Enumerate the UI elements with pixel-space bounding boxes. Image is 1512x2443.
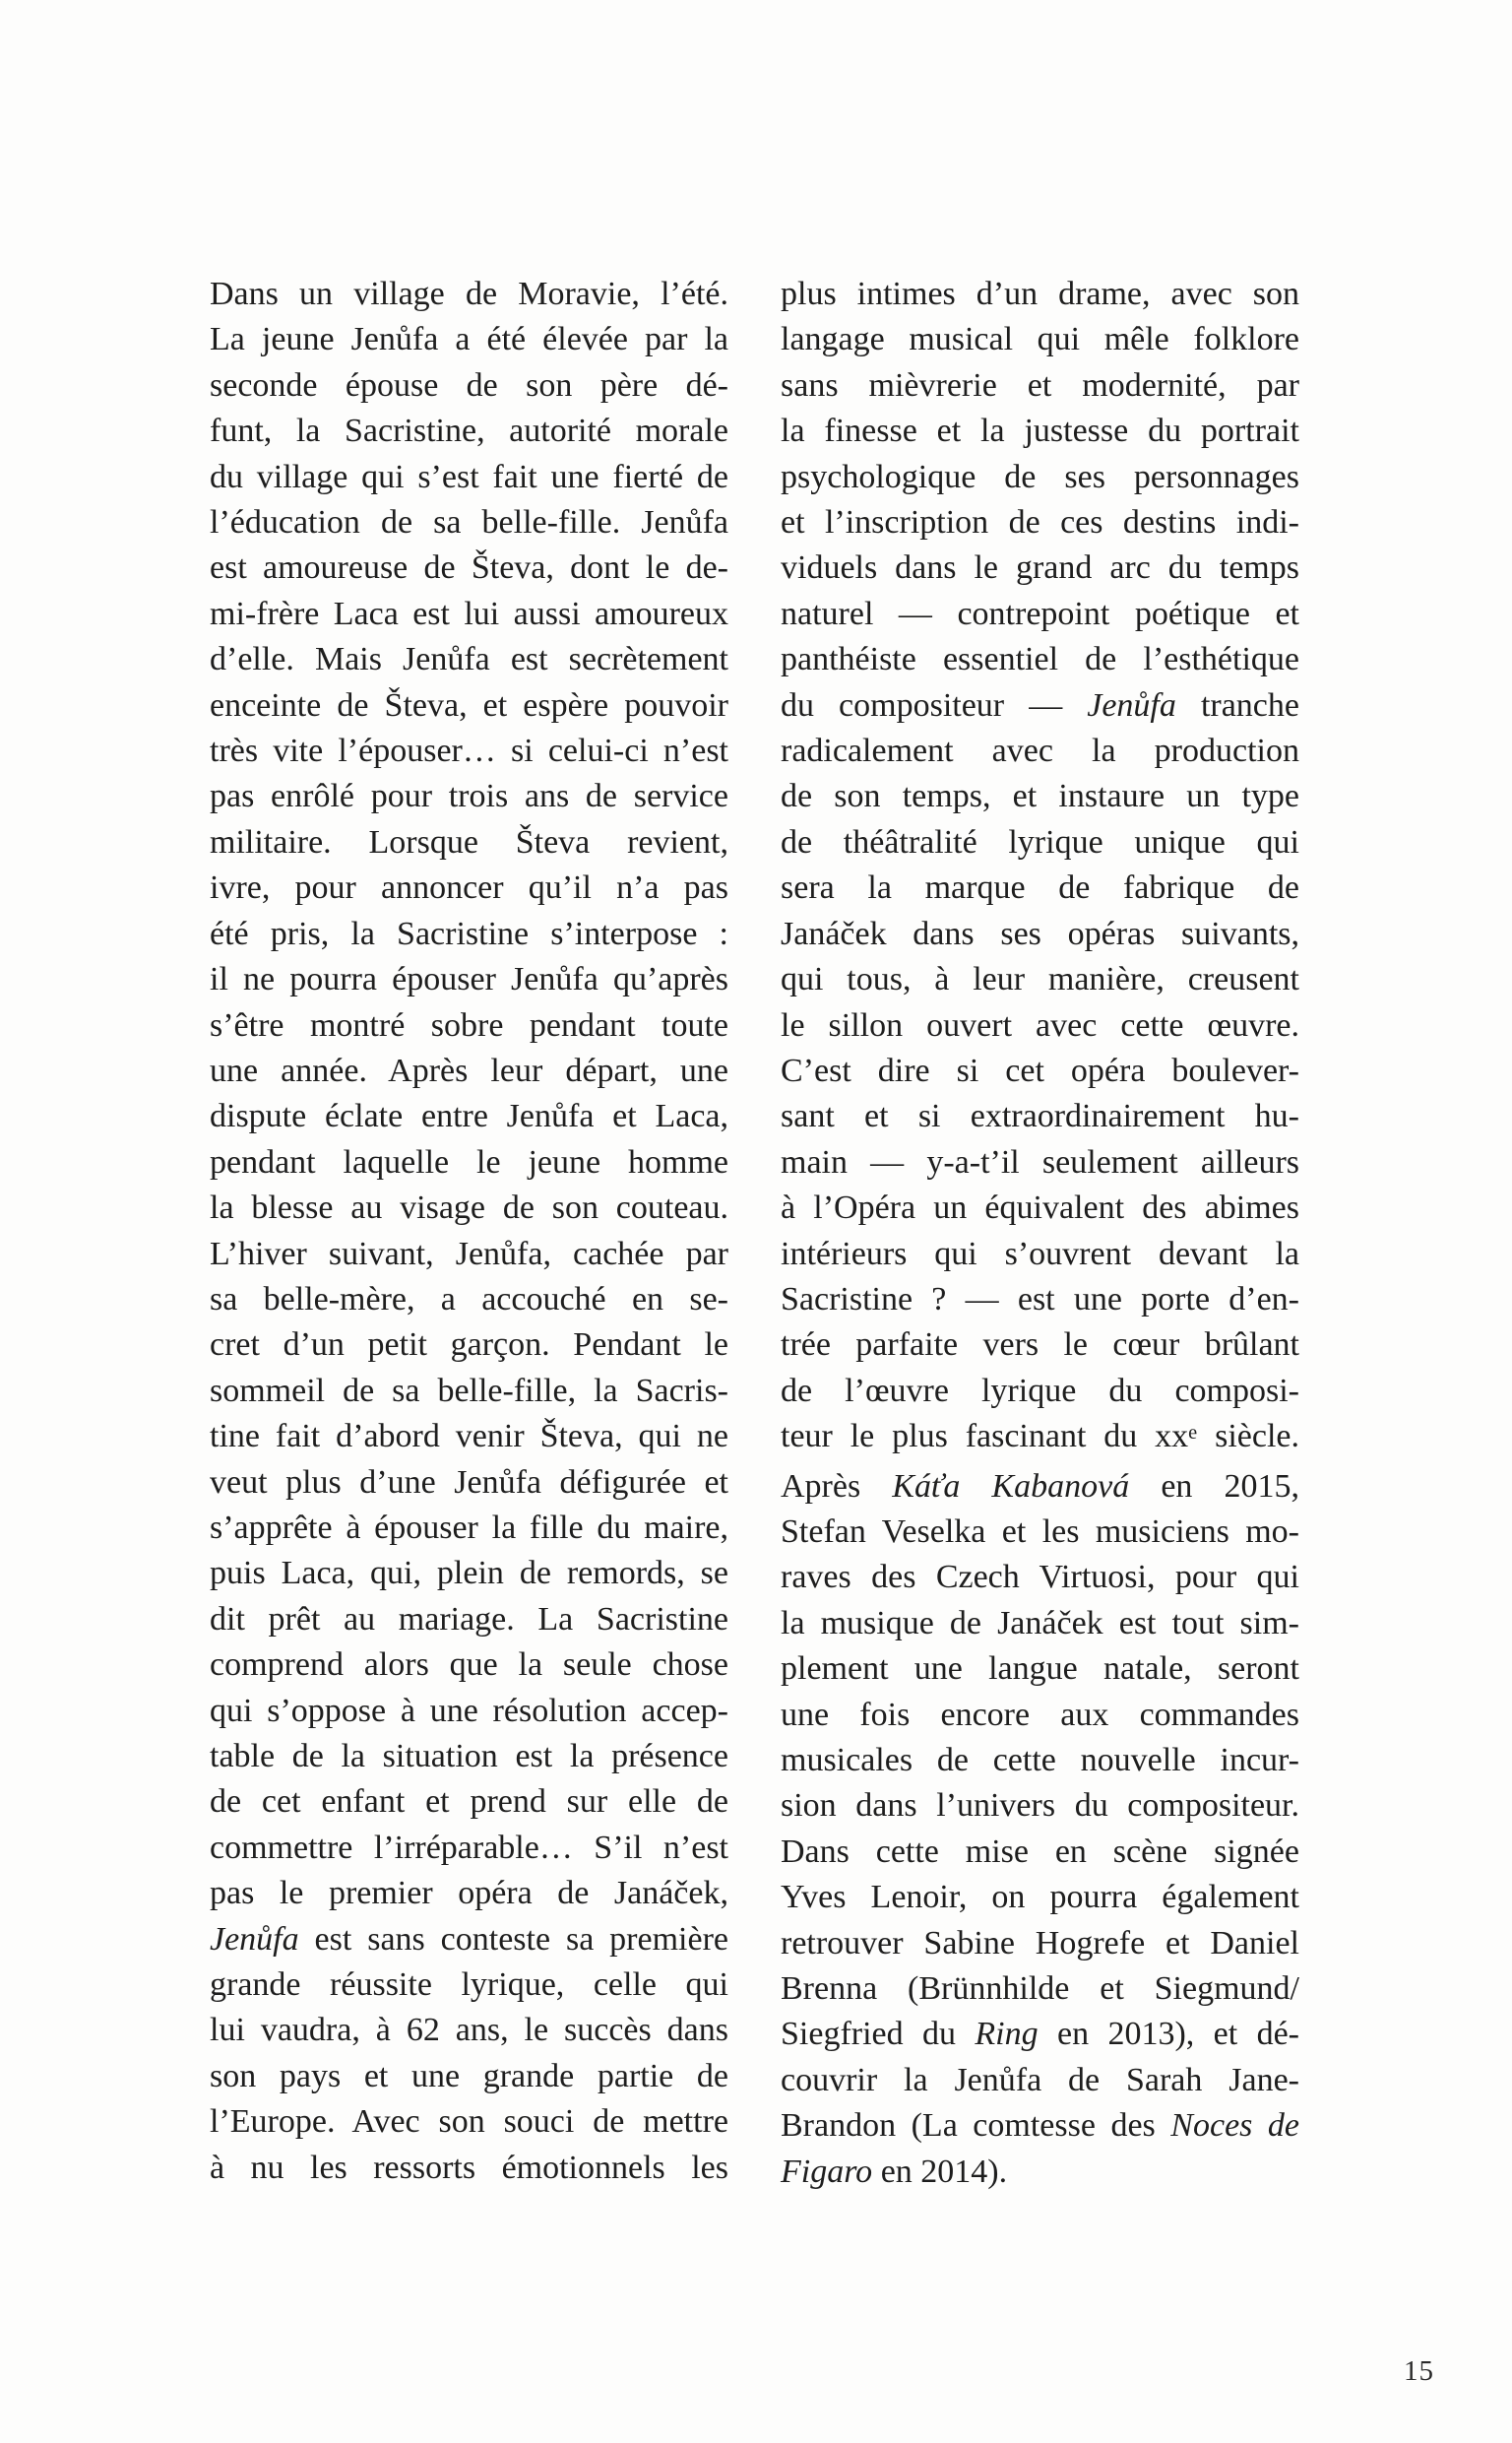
text-segment: Stefan Veselka et les musiciens mo- — [781, 1512, 1299, 1550]
text-segment: trée parfaite vers le cœur brûlant — [781, 1326, 1299, 1364]
text-segment: grande réussite lyrique, celle qui — [210, 1966, 728, 2004]
text-line — [781, 957, 1299, 1002]
text-line — [781, 1555, 1299, 1600]
text-line — [210, 1551, 728, 1596]
text-segment: Siegfried du — [781, 2016, 976, 2053]
text-segment: qui tous, à leur manière, creusent — [781, 961, 1299, 998]
text-segment: seconde épouse de son père dé- — [210, 366, 728, 404]
text-segment: panthéiste essentiel de l’esthétique — [781, 641, 1299, 678]
text-segment: Dans cette mise en scène signée — [781, 1832, 1299, 1870]
text-segment: dit prêt au mariage. La Sacristine — [210, 1600, 728, 1638]
text-line — [781, 637, 1299, 682]
text-line — [781, 866, 1299, 911]
text-segment: du compositeur — — [781, 686, 1088, 724]
text-segment: commettre l’irréparable… S’il n’est — [210, 1829, 728, 1866]
text-line — [781, 1277, 1299, 1322]
text-segment: L’hiver suivant, Jenůfa, cachée par — [210, 1235, 728, 1272]
text-segment: de cet enfant et prend sur elle de — [210, 1783, 728, 1821]
text-line — [781, 1414, 1299, 1463]
text-segment: siècle. — [1197, 1418, 1299, 1455]
text-segment: la finesse et la justesse du portrait — [781, 413, 1299, 450]
text-line — [210, 2054, 728, 2099]
text-segment: Après — [781, 1467, 893, 1505]
italic-text: Figaro — [781, 2153, 873, 2190]
text-line — [210, 1826, 728, 1871]
text-line — [210, 1277, 728, 1322]
text-segment: de l’œuvre lyrique du composi- — [781, 1372, 1299, 1409]
text-segment: table de la situation est la présence — [210, 1738, 728, 1774]
text-line — [781, 1369, 1299, 1414]
text-column-left — [210, 272, 728, 2195]
text-segment: en 2014). — [872, 2153, 1008, 2190]
text-segment: militaire. Lorsque Števa revient, — [210, 823, 728, 861]
text-segment: Dans un village de Moravie, l’été. — [210, 276, 728, 312]
text-segment: sant et si extraordinairement hu- — [781, 1098, 1299, 1135]
text-segment: Brandon (La comtesse des — [781, 2107, 1171, 2145]
text-segment: est amoureuse de Števa, dont le de- — [210, 549, 728, 587]
text-line — [781, 1783, 1299, 1829]
text-line — [210, 1003, 728, 1049]
text-segment: le sillon ouvert avec cette œuvre. — [781, 1006, 1299, 1044]
text-segment: l’éducation de sa belle-fille. Jenůfa — [210, 504, 728, 542]
text-line — [210, 1460, 728, 1506]
text-line — [781, 1186, 1299, 1231]
text-line — [781, 912, 1299, 957]
text-segment: tranche — [1175, 686, 1299, 724]
italic-text: Noces de — [1170, 2107, 1299, 2145]
text-segment: ivre, pour annoncer qu’il n’a pas — [210, 869, 728, 907]
text-line — [210, 1734, 728, 1779]
text-segment: s’apprête à épouser la fille du maire, — [210, 1509, 728, 1546]
text-line — [781, 1921, 1299, 1966]
text-segment: plus intimes d’un drame, avec son — [781, 276, 1299, 312]
text-line — [781, 1601, 1299, 1646]
text-segment: une année. Après leur départ, une — [210, 1052, 728, 1089]
text-segment: à nu les ressorts émotionnels les — [210, 2149, 728, 2186]
text-segment: radicalement avec la production — [781, 733, 1299, 770]
text-segment: plement une langue natale, seront — [781, 1650, 1299, 1688]
text-line — [210, 1049, 728, 1094]
text-line — [781, 1140, 1299, 1186]
text-line — [210, 1232, 728, 1277]
text-line — [781, 363, 1299, 409]
text-line — [210, 1186, 728, 1231]
text-line — [781, 409, 1299, 454]
text-segment: à l’Opéra un équivalent des abimes — [781, 1189, 1299, 1227]
text-line — [210, 1871, 728, 1916]
text-segment: pendant laquelle le jeune homme — [210, 1143, 728, 1181]
text-segment: très vite l’épouser… si celui-ci n’est — [210, 733, 728, 770]
text-segment: sion dans l’univers du compositeur. — [781, 1787, 1299, 1825]
text-segment: été pris, la Sacristine s’interpose : — [210, 915, 728, 952]
italic-text: Káťa Kabanová — [892, 1467, 1130, 1505]
text-line — [210, 1140, 728, 1186]
text-segment: du village qui s’est fait une fierté de — [210, 458, 728, 495]
italic-text: Jenůfa — [210, 1920, 299, 1958]
two-column-text-block — [210, 272, 1299, 2195]
text-line — [781, 1049, 1299, 1094]
text-line — [781, 2150, 1299, 2195]
text-line — [781, 2058, 1299, 2103]
text-line — [781, 774, 1299, 819]
text-segment: dispute éclate entre Jenůfa et Laca, — [210, 1098, 728, 1135]
text-line — [210, 1962, 728, 2008]
text-segment: son pays et une grande partie de — [210, 2057, 728, 2094]
text-segment: sera la marque de fabrique de — [781, 869, 1299, 907]
text-line — [210, 729, 728, 774]
text-segment: l’Europe. Avec son souci de mettre — [210, 2103, 728, 2141]
text-line — [781, 1693, 1299, 1738]
text-segment: lui vaudra, à 62 ans, le succès dans — [210, 2012, 728, 2049]
text-segment: retrouver Sabine Hogrefe et Daniel — [781, 1924, 1299, 1961]
text-line — [210, 1597, 728, 1642]
text-segment: il ne pourra épouser Jenůfa qu’après — [210, 961, 728, 998]
text-line — [210, 1506, 728, 1551]
text-line — [210, 500, 728, 546]
text-segment: est sans conteste sa première — [298, 1920, 728, 1958]
text-segment: couvrir la Jenůfa de Sarah Jane- — [781, 2061, 1299, 2098]
text-segment: en 2013), et dé- — [1038, 2016, 1299, 2053]
text-line — [210, 1414, 728, 1459]
text-line — [781, 1510, 1299, 1555]
text-segment: mi-frère Laca est lui aussi amoureux — [210, 595, 728, 632]
text-line — [781, 729, 1299, 774]
text-line — [781, 272, 1299, 317]
text-segment: tine fait d’abord venir Števa, qui ne — [210, 1418, 728, 1455]
text-line — [781, 592, 1299, 637]
text-line — [781, 1830, 1299, 1875]
text-line — [781, 1646, 1299, 1692]
text-line — [781, 546, 1299, 591]
text-segment: funt, la Sacristine, autorité morale — [210, 413, 728, 450]
text-segment: d’elle. Mais Jenůfa est secrètement — [210, 641, 728, 678]
text-column-right — [781, 272, 1299, 2195]
text-segment: Sacristine ? — est une porte d’en- — [781, 1280, 1299, 1318]
superscript-text: e — [1188, 1421, 1198, 1444]
text-segment: en 2015, — [1129, 1467, 1299, 1505]
text-line — [210, 409, 728, 454]
text-line — [781, 1232, 1299, 1277]
text-segment: psychologique de ses personnages — [781, 458, 1299, 495]
text-segment: sans mièvrerie et modernité, par — [781, 366, 1299, 404]
text-segment: Brenna (Brünnhilde et Siegmund/ — [781, 1970, 1299, 2008]
text-segment: sa belle-mère, a accouché en se- — [210, 1280, 728, 1318]
text-line — [210, 1369, 728, 1414]
text-segment: une fois encore aux commandes — [781, 1696, 1299, 1733]
text-segment: cret d’un petit garçon. Pendant le — [210, 1326, 728, 1364]
text-line — [781, 1966, 1299, 2012]
text-line — [210, 2099, 728, 2145]
text-line — [781, 1003, 1299, 1049]
text-line — [210, 546, 728, 591]
italic-text: Ring — [975, 2016, 1039, 2053]
text-line — [781, 1875, 1299, 1920]
text-segment: la blesse au visage de son couteau. — [210, 1189, 728, 1227]
text-line — [781, 1738, 1299, 1783]
text-segment: comprend alors que la seule chose — [210, 1646, 728, 1684]
text-line — [210, 912, 728, 957]
text-line — [781, 820, 1299, 866]
text-segment: pas enrôlé pour trois ans de service — [210, 778, 728, 815]
text-line — [210, 592, 728, 637]
text-segment: la musique de Janáček est tout sim- — [781, 1604, 1299, 1641]
text-line — [210, 363, 728, 409]
text-segment: Janáček dans ses opéras suivants, — [781, 915, 1299, 952]
text-segment: main — y-a-t’il seulement ailleurs — [781, 1143, 1299, 1181]
text-line — [781, 1322, 1299, 1368]
text-line — [210, 1094, 728, 1139]
text-segment: raves des Czech Virtuosi, pour qui — [781, 1559, 1299, 1596]
text-line — [210, 2008, 728, 2053]
text-line — [781, 683, 1299, 729]
text-line — [781, 2012, 1299, 2057]
text-line — [781, 317, 1299, 362]
text-line — [210, 455, 728, 500]
text-segment: viduels dans le grand arc du temps — [781, 549, 1299, 587]
text-line — [210, 637, 728, 682]
text-line — [210, 957, 728, 1002]
text-segment: langage musical qui mêle folklore — [781, 321, 1299, 358]
text-line — [210, 1689, 728, 1734]
text-line — [781, 1094, 1299, 1139]
text-segment: de son temps, et instaure un type — [781, 778, 1299, 815]
text-segment: veut plus d’une Jenůfa défigurée et — [210, 1463, 728, 1501]
text-segment: sommeil de sa belle-fille, la Sacris- — [210, 1372, 728, 1409]
text-segment: naturel — contrepoint poétique et — [781, 595, 1299, 632]
text-segment: qui s’oppose à une résolution accep- — [210, 1692, 728, 1729]
text-segment: pas le premier opéra de Janáček, — [210, 1875, 728, 1912]
text-line — [210, 1322, 728, 1368]
text-line — [210, 866, 728, 911]
text-line — [781, 455, 1299, 500]
italic-text: Jenůfa — [1087, 686, 1176, 724]
text-line — [210, 683, 728, 729]
text-line — [210, 1779, 728, 1825]
text-segment: puis Laca, qui, plein de remords, se — [210, 1555, 728, 1592]
text-segment: C’est dire si cet opéra boulever- — [781, 1052, 1299, 1089]
text-line — [210, 1917, 728, 1962]
text-line — [781, 2103, 1299, 2149]
text-segment: musicales de cette nouvelle incur- — [781, 1742, 1299, 1778]
text-segment: teur le plus fascinant du xx — [781, 1418, 1189, 1455]
text-segment: et l’inscription de ces destins indi- — [781, 504, 1299, 542]
text-segment: s’être montré sobre pendant toute — [210, 1006, 728, 1044]
text-line — [210, 2146, 728, 2191]
text-segment: La jeune Jenůfa a été élevée par la — [210, 321, 728, 358]
text-segment: Yves Lenoir, on pourra également — [781, 1879, 1299, 1916]
text-line — [210, 1642, 728, 1688]
text-line — [210, 317, 728, 362]
text-line — [210, 774, 728, 819]
text-line — [781, 1464, 1299, 1510]
page-number: 15 — [1404, 2355, 1434, 2387]
text-line — [210, 820, 728, 866]
text-line — [210, 272, 728, 317]
text-segment: intérieurs qui s’ouvrent devant la — [781, 1235, 1299, 1272]
text-segment: enceinte de Števa, et espère pouvoir — [210, 686, 728, 724]
text-segment: de théâtralité lyrique unique qui — [781, 823, 1299, 861]
text-line — [781, 500, 1299, 546]
